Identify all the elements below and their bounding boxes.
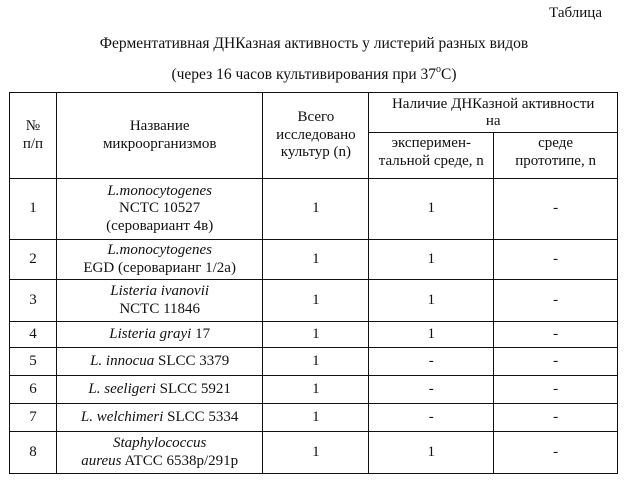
table-title: Ферментативная ДНКазная активность у листерий разных видов	[99, 35, 529, 52]
table-row	[10, 432, 618, 474]
cell-total: 1	[263, 179, 369, 240]
col-header-total: Всего исследовано культур (n)	[263, 93, 369, 179]
cell-number: 7	[10, 404, 57, 432]
cell-prototype: -	[494, 376, 618, 404]
cell-prototype: -	[494, 322, 618, 348]
table-row	[10, 322, 618, 348]
cell-number: 6	[10, 376, 57, 404]
col-header-number: № п/п	[10, 93, 57, 179]
cell-prototype: -	[494, 280, 618, 322]
cell-experimental: 1	[369, 179, 494, 240]
cell-name: Listeria grayi 17	[56, 322, 263, 348]
cell-total: 1	[263, 322, 369, 348]
cell-number: 1	[10, 179, 57, 240]
cell-experimental: 1	[369, 240, 494, 280]
cell-number: 5	[10, 348, 57, 376]
cell-total: 1	[263, 432, 369, 474]
cell-name: L. innocua SLCC 3379	[56, 348, 263, 376]
degree-mark: o	[436, 63, 442, 75]
col-header-experimental: эксперимен- тальной среде, n	[369, 133, 494, 179]
cell-experimental: -	[369, 404, 494, 432]
cell-name: Listeria ivanovii NCTC 11846	[56, 280, 263, 322]
cell-name: Staphylococcus aureus ATCC 6538p/291p	[56, 432, 263, 474]
col-header-name: Название микроорганизмов	[56, 93, 263, 179]
table-row	[10, 280, 618, 322]
cell-number: 8	[10, 432, 57, 474]
cell-number: 3	[10, 280, 57, 322]
table-row	[10, 179, 618, 240]
cell-total: 1	[263, 240, 369, 280]
cell-total: 1	[263, 348, 369, 376]
cell-name: L.monocytogenes NCTC 10527 (серовариант 4в)	[56, 179, 263, 240]
cell-experimental: 1	[369, 322, 494, 348]
col-header-dnase-group: Наличие ДНКазной активности на	[369, 93, 618, 133]
subtitle-text: (через 16 часов культивирования при 37	[171, 66, 437, 83]
col-header-prototype: среде прототипе, n	[494, 133, 618, 179]
header-row-top	[10, 93, 618, 133]
table-row	[10, 348, 618, 376]
cell-prototype: -	[494, 432, 618, 474]
cell-experimental: 1	[369, 280, 494, 322]
cell-total: 1	[263, 376, 369, 404]
cell-prototype: -	[494, 240, 618, 280]
cell-name: L. seeligeri SLCC 5921	[56, 376, 263, 404]
cell-experimental: -	[369, 348, 494, 376]
cell-experimental: -	[369, 376, 494, 404]
table-row	[10, 404, 618, 432]
table-subtitle	[0, 65, 628, 84]
cell-total: 1	[263, 404, 369, 432]
cell-name: L.monocytogenes EGD (сероварианг 1/2а)	[56, 240, 263, 280]
cell-number: 2	[10, 240, 57, 280]
cell-prototype: -	[494, 348, 618, 376]
table-label: Таблица	[549, 5, 602, 21]
cell-experimental: 1	[369, 432, 494, 474]
cell-total: 1	[263, 280, 369, 322]
subtitle-unit: С)	[441, 66, 457, 83]
cell-prototype: -	[494, 404, 618, 432]
table-row	[10, 240, 618, 280]
cell-number: 4	[10, 322, 57, 348]
cell-prototype: -	[494, 179, 618, 240]
table-row	[10, 376, 618, 404]
cell-name: L. welchimeri SLCC 5334	[56, 404, 263, 432]
activity-table	[9, 92, 618, 474]
